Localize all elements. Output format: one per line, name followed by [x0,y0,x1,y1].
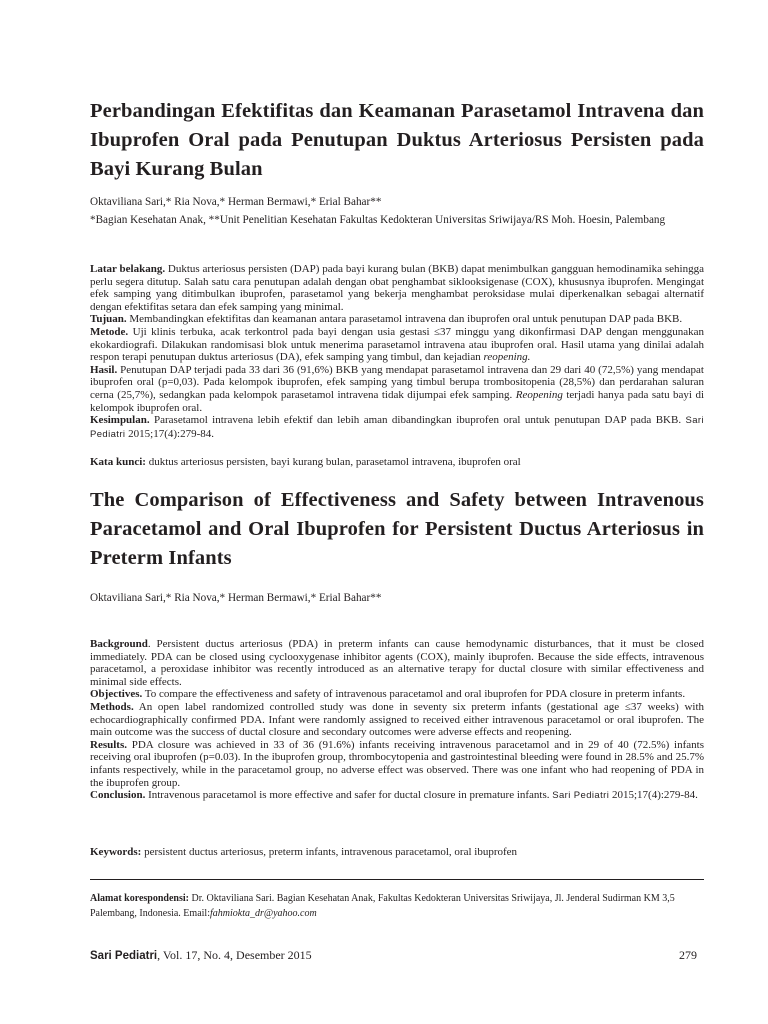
abstract-methods [90,326,704,364]
keywords-label: Kata kunci: [90,456,146,468]
section-label: Conclusion. [90,789,146,802]
footer-journal-name: Sari Pediatri [90,950,158,962]
keywords-text: persistent ductus arteriosus, preterm infants, intravenous paracetamol, oral ibuprofen [141,846,518,858]
section-text: Uji klinis terbuka, acak terkontrol pada bayi dengan usia gestasi ≤37 minggu yang dikonfirmasi DAP dengan menggunakan ekokardiografi. Dilakukan randomisasi blok untuk menerima parasetamol intravena atau ibuprofen oral. Hasil utama yang dinilai adalah respon terapi penutupan duktus arteriosus (DA), efek samping yang timbul, dan kejadian [90,325,704,364]
section-label: Objectives. [90,688,143,701]
citation-journal: Sari Pediatri [90,415,704,440]
italic-text: reopening. [483,351,531,364]
section-text: Membandingkan efektifitas dan keamanan antara parasetamol intravena dan ibuprofen oral untuk penutupan DAP pada BKB. [126,313,683,326]
page-number: 279 [679,948,697,962]
authors-english: Oktaviliana Sari,* Ria Nova,* Herman Bermawi,* Erial Bahar** [90,592,382,604]
section-text: PDA closure was achieved in 33 of 36 (91.6%) infants receiving intravenous paracetamol and in 29 of 40 (72.5%) infants receiving oral ibuprofen (p=0.03). In the ibuprofen group, thrombocytopenia and gastrointestinal bleeding were found in 28.5% and 25.7% infants respectively, while in the paracetamol group, no adverse effect was observed. There was one infant who had reopening of PDA in the ibuprofen group. [90,738,704,789]
section-text: An open label randomized controlled study was done in seventy six preterm infants (gestational age ≤37 weeks) with echocardiographically confirmed PDA. Infant were randomly assigned to received either intravenous paracetamol or oral ibuprofen. The main outcome was the success of ductal closure and secondary outcomes were adverse effects and reopening. [90,700,704,739]
citation-text: 2015;17(4):279-84. [125,427,215,440]
affiliation: *Bagian Kesehatan Anak, **Unit Penelitian Kesehatan Fakultas Kedokteran Universitas Sriwijaya/RS Moh. Hoesin, Palembang [90,214,666,226]
abstract-results [90,364,704,414]
keywords-indonesian [90,456,704,469]
keywords-label: Keywords: [90,846,142,858]
section-text: Intravenous paracetamol is more effective and safer for ductal closure in premature infants. [145,789,553,802]
section-text: To compare the effectiveness and safety of intravenous paracetamol and oral ibuprofen for PDA closure in preterm infants. [142,688,686,701]
section-text: Duktus arteriosus persisten (DAP) pada bayi kurang bulan (BKB) dapat menimbulkan gangguan hemodinamika sehingga perlu segera ditutup. Salah satu cara penutupan adalah dengan obat penghambat siklooksigenase (COX), khususnya ibuprofen. Mengingat efek samping yang ditimbulkan ibuprofen, parasetamol yang bekerja menghambat peroksidase mulai diperkenalkan sebagai alternatif dengan efektifitas setara dan efek samping yang minimal. [90,263,704,313]
abstract-english [90,638,704,803]
correspondence-label: Alamat korespondensi: [90,893,189,904]
abstract-background [90,263,704,313]
abstract-methods [90,701,704,739]
correspondence-text: Dr. Oktaviliana Sari. Bagian Kesehatan Anak, Fakultas Kedokteran Universitas Sriwijaya, Jl. Jenderal Sudirman KM 3,5 Palembang, Indonesia. Email: [90,893,675,919]
section-label: Latar belakang. [90,263,166,275]
footer-issue: , Vol. 17, No. 4, Desember 2015 [157,948,312,962]
section-label: Hasil. [90,363,118,376]
abstract-objective [90,688,704,701]
footnote-divider [90,879,704,880]
article-page [90,0,704,1024]
abstract-conclusion [90,414,704,441]
section-label: Kesimpulan. [90,414,150,427]
keywords-text: duktus arteriosus persisten, bayi kurang bulan, parasetamol intravena, ibuprofen oral [145,456,521,468]
abstract-conclusion [90,789,704,803]
abstract-background [90,638,704,688]
section-label: Metode. [90,325,129,338]
section-label: Results. [90,738,127,751]
section-label: Background [90,638,148,650]
section-text: Penutupan DAP terjadi pada 33 dari 36 (91,6%) BKB yang mendapat parasetamol intravena dan 29 dari 40 (72,5%) yang mendapat ibuprofen oral (p=0,03). Pada kelompok ibuprofen, efek samping yang timbul berupa trombositopenia (28,5%) dan perdarahan saluran cerna (25,7%), sedangkan pada kelompok parasetamol intravena tidak dijumpai efek samping. [90,363,704,401]
authors-indonesian: Oktaviliana Sari,* Ria Nova,* Herman Bermawi,* Erial Bahar** [90,196,382,208]
section-label: Tujuan. [90,313,127,326]
abstract-indonesian [90,263,704,441]
italic-text: Reopening [515,388,563,401]
section-text: terjadi hanya pada satu bayi di kelompok ibuprofen oral. [90,388,705,414]
title-indonesian: Perbandingan Efektifitas dan Keamanan Parasetamol Intravena dan Ibuprofen Oral pada Penutupan Duktus Arteriosus Persisten pada Bayi Kurang Bulan [90,100,704,180]
abstract-objective [90,313,704,326]
section-label: Methods. [90,700,134,713]
keywords-english [90,846,704,859]
correspondence-note [90,891,704,921]
citation-journal: Sari Pediatri [552,790,610,802]
correspondence-email: fahmiokta_dr@yahoo.com [209,908,317,919]
section-text: . Persistent ductus arteriosus (PDA) in preterm infants can cause hemodynamic disturbances, that it must be closed immediately. PDA can be closed using cyclooxygenase inhibitor agents (COX), mainly ibuprofen. Because the side effects, intravenous paracetamol, a peroxidase inhibitor was recently introduced as an alternative terapy for ductal closure with similar effectiveness and minimal side effects. [90,638,704,688]
section-text: Parasetamol intravena lebih efektif dan lebih aman dibandingkan ibuprofen oral untuk penutupan DAP pada BKB. [149,414,686,427]
page-footer [90,947,704,964]
citation-text: 2015;17(4):279-84. [609,789,698,802]
abstract-results [90,739,704,789]
title-english: The Comparison of Effectiveness and Safety between Intravenous Paracetamol and Oral Ibuprofen for Persistent Ductus Arteriosus in Preterm Infants [90,489,704,569]
